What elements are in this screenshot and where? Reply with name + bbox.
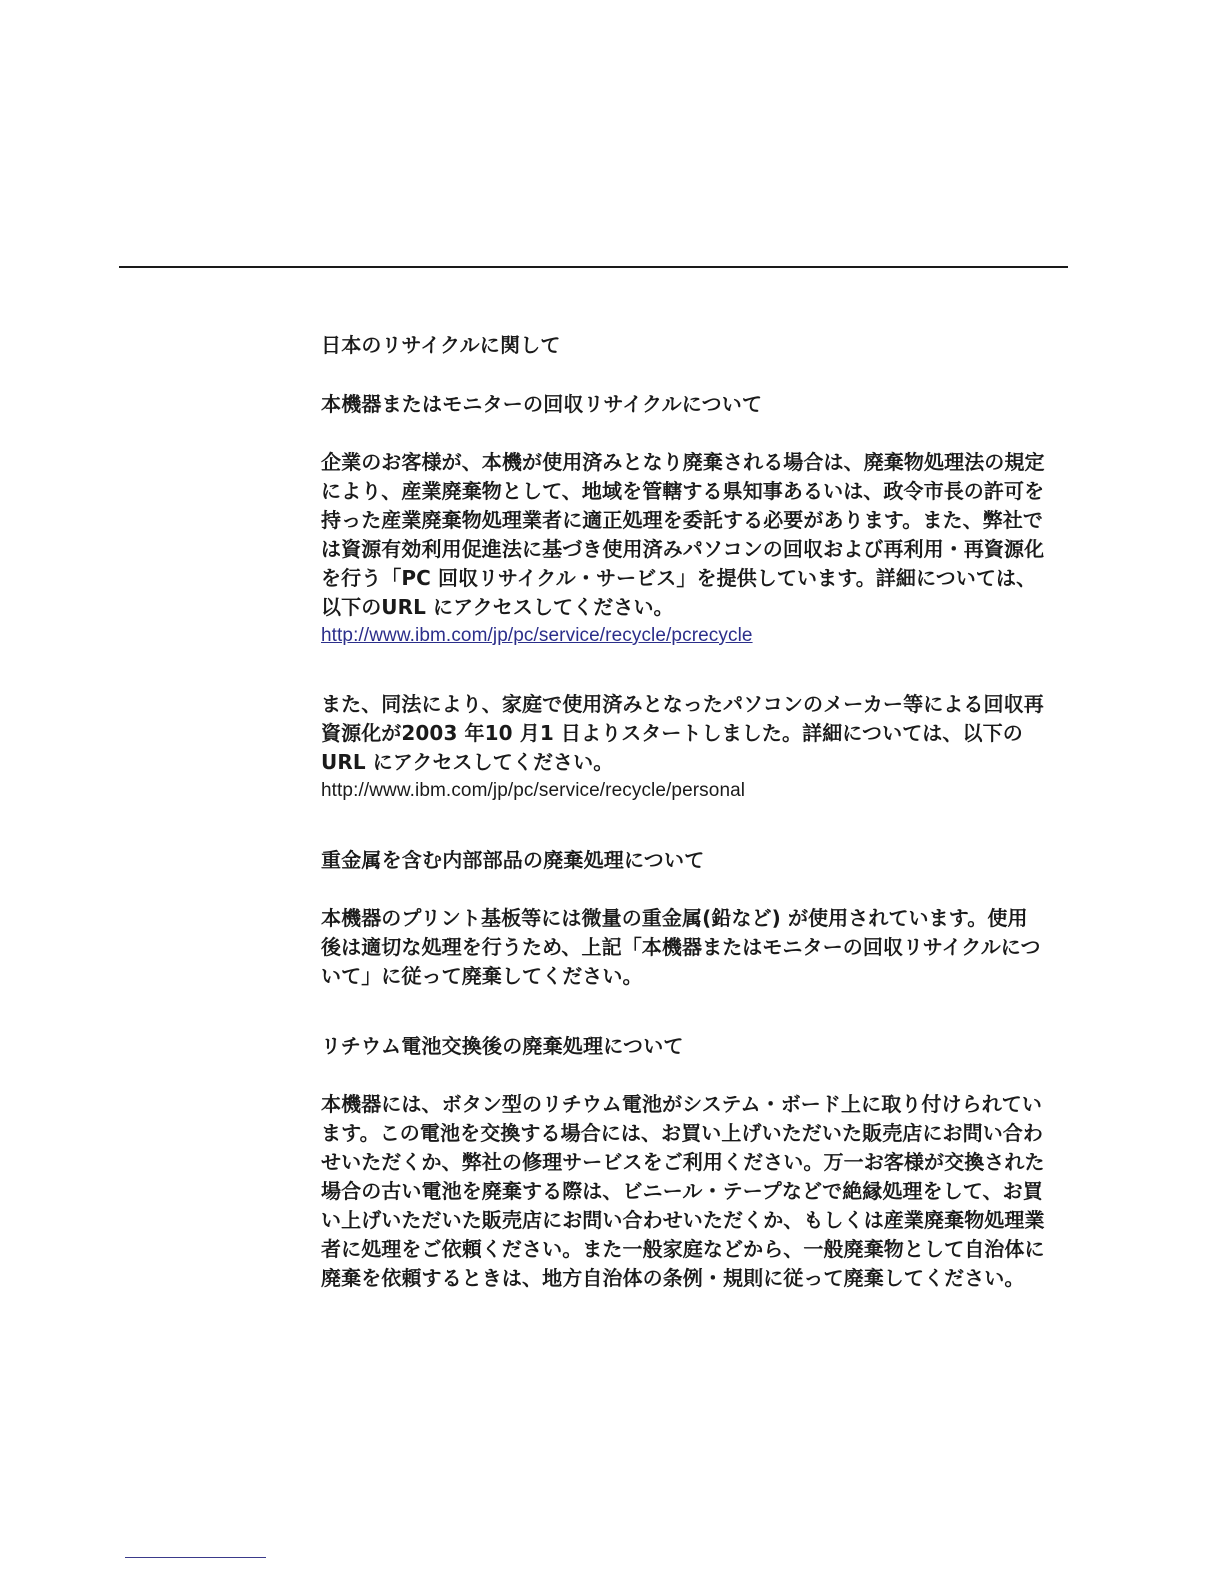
section-title-heavy-metals: 重金属を含む内部部品の廃棄処理について xyxy=(321,848,705,872)
paragraph-line: により、産業廃棄物として、地域を管轄する県知事あるいは、政令市長の許可を xyxy=(321,479,1045,503)
paragraph-line: 者に処理をご依頼ください。また一般家庭などから、一般廃棄物として自治体に xyxy=(321,1237,1045,1261)
paragraph-line: い上げいただいた販売店にお問い合わせいただくか、もしくは産業廃棄物処理業 xyxy=(321,1208,1045,1232)
paragraph-line: 本機器のプリント基板等には微量の重金属(鉛など) が使用されています。使用 xyxy=(321,906,1028,930)
section-title-collection-recycling: 本機器またはモニターの回収リサイクルについて xyxy=(321,392,763,416)
spacer xyxy=(321,650,1081,690)
personal-recycle-url: http://www.ibm.com/jp/pc/service/recycle/personal xyxy=(321,780,746,801)
paragraph-line: 資源化が2003 年10 月1 日よりスタートしました。詳細については、以下の xyxy=(321,721,1023,745)
spacer xyxy=(321,360,1081,389)
paragraph-line: ます。この電池を交換する場合には、お買い上げいただいた販売店にお問い合わ xyxy=(321,1121,1043,1145)
paragraph-line: 本機器には、ボタン型のリチウム電池がシステム・ボード上に取り付けられてい xyxy=(321,1092,1042,1116)
section-title-lithium-battery: リチウム電池交換後の廃棄処理について xyxy=(321,1034,684,1058)
paragraph-line: いて」に従って廃棄してください。 xyxy=(321,964,643,988)
paragraph-line: URL にアクセスしてください。 xyxy=(321,750,614,774)
spacer xyxy=(321,991,1081,1031)
spacer xyxy=(321,805,1081,845)
document-body xyxy=(321,330,1081,1293)
paragraph-line: 場合の古い電池を廃棄する際は、ビニール・テープなどで絶縁処理をして、お買 xyxy=(321,1179,1043,1203)
paragraph-line: せいただくか、弊社の修理サービスをご利用ください。万一お客様が交換された xyxy=(321,1150,1045,1174)
paragraph-line: 廃棄を依頼するときは、地方自治体の条例・規則に従って廃棄してください。 xyxy=(321,1266,1025,1290)
paragraph-lithium-battery xyxy=(321,1090,1081,1293)
pc-recycle-link[interactable]: http://www.ibm.com/jp/pc/service/recycle/pcrecycle xyxy=(321,625,753,646)
footnote-rule xyxy=(125,1557,266,1558)
paragraph-line: は資源有効利用促進法に基づき使用済みパソコンの回収および再利用・再資源化 xyxy=(321,537,1045,561)
paragraph-heavy-metals xyxy=(321,904,1081,991)
spacer xyxy=(321,419,1081,448)
section-title-recycling-japan: 日本のリサイクルに関して xyxy=(321,333,561,357)
paragraph-line: 企業のお客様が、本機が使用済みとなり廃棄される場合は、廃棄物処理法の規定 xyxy=(321,450,1045,474)
paragraph-line: 後は適切な処理を行うため、上記「本機器またはモニターの回収リサイクルにつ xyxy=(321,935,1041,959)
paragraph-household-recycling xyxy=(321,690,1081,805)
paragraph-line: を行う「PC 回収リサイクル・サービス」を提供しています。詳細については、 xyxy=(321,566,1037,590)
header-rule xyxy=(119,266,1068,268)
spacer xyxy=(321,875,1081,904)
paragraph-line: 以下のURL にアクセスしてください。 xyxy=(321,595,674,619)
paragraph-line: また、同法により、家庭で使用済みとなったパソコンのメーカー等による回収再 xyxy=(321,692,1044,716)
paragraph-line: 持った産業廃棄物処理業者に適正処理を委託する必要があります。また、弊社で xyxy=(321,508,1043,532)
spacer xyxy=(321,1061,1081,1090)
paragraph-business-customers xyxy=(321,448,1081,650)
